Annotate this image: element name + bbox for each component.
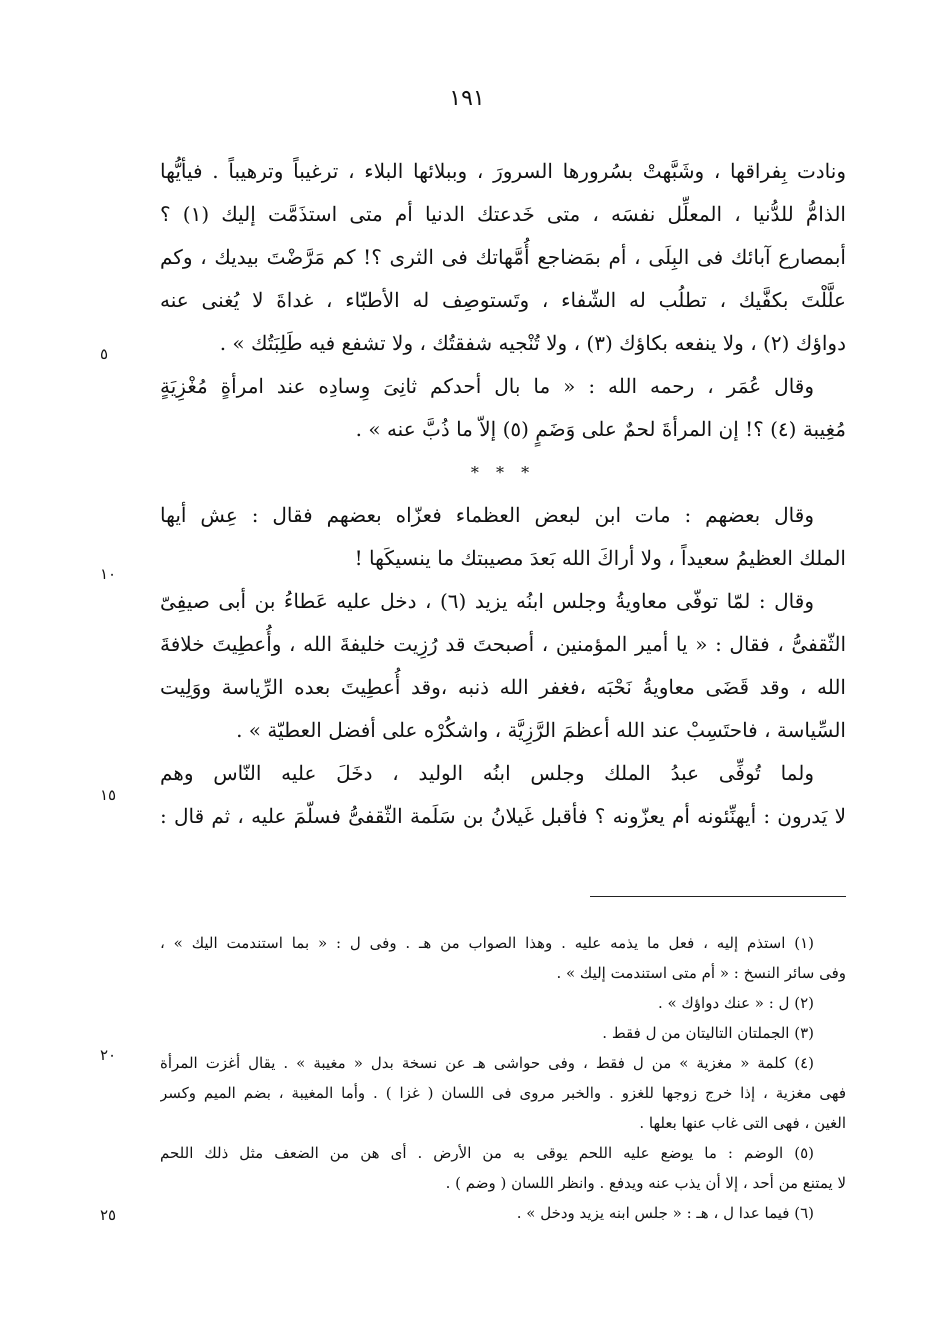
footnote-separator [590,896,846,897]
text-line: وقال عُمَر ، رحمه الله : « ما بال أحدكم ثانِىَ وِسادِه عند امرأةٍ مُغْزِيَةٍ [160,374,815,398]
text-line: علَّلْتَ بكفَّيك ، تطلُب له الشّفاء ، وتَستوصِف له الأطبّاء ، غداةَ لا يُغنى عنه [160,288,846,312]
text-line: وقال : لمّا توفّى معاويةُ وجلس ابنُه يزيد (٦) ، دخل عليه عَطاءُ بن أبى صيفِىّ [160,589,814,613]
line-number-15: ١٥ [100,786,117,804]
line-number-5: ٥ [100,345,109,363]
text-line: الذامُّ للدُّنيا ، المعلِّل نفسَه ، متى خَدعتك الدنيا أم متى استذَمَّت إليك (١) ؟ [160,202,846,226]
text-line: أبمصارع آبائك فى البِلَى ، أم بمَضاجع أُمَّهاتك فى الثرى ؟! كم مَرَّضْتَ بيديك ، وكم [160,245,846,269]
section-divider-stars: * * * [470,463,536,482]
footnote-line: وفى سائر النسخ : « أم متى استندمت إليك » . [556,964,846,982]
footnote-line: الغين ، فهى التى غاب عنها بعلها . [639,1114,846,1132]
text-line: مُغِيبة (٤) ؟! إن المرأةَ لحمٌ على وَضَمٍ (٥) إلاّ ما ذُبَّ عنه » . [355,417,846,441]
text-line: وقال بعضهم : مات ابن لبعض العظماء فعزّاه بعضهم فقال : عِش أيها [160,503,814,527]
footnote-line: (٥) الوضم : ما يوضع عليه اللحم يوقى به من الأرض . أى هن من الضعف مثل ذلك اللحم [160,1144,814,1162]
text-line: السِّياسة ، فاحتَسِبْ عند الله أعظمَ الرَّزِيَّة ، واشكُرْه على أفضل العطيّة » . [236,718,846,742]
footnote-line: (٢) ل : « عنك دواؤك » . [657,994,814,1012]
page-number: ١٩١ [449,86,485,111]
footnote-line: لا يمتنع من أحد ، إلا أن يذب عنه ويدفع . وانظر اللسان ( وضم ) . [445,1174,846,1192]
text-line: الله ، وقد قَضَى معاويةُ نَحْبَه ،فغفر الله ذنبه ،وقد أُعطِيتَ بعده الرِّياسة ووَلِيت [160,675,846,699]
footnote-line: (١) استذم إليه ، فعل ما يذمه عليه . وهذا الصواب من هـ . وفى ل : « بما استندمت اليك » ، [160,934,814,952]
footnote-line: (٤) كلمة « مغزية » من ل فقط ، وفى حواشى هـ عن نسخة بدل « مغيبة » . يقال أغزت المرأة [160,1054,814,1072]
footnote-line: (٣) الجملتان التاليتان من ل فقط . [602,1024,814,1042]
footnote-line: (٦) فيما عدا ل ، هـ : « جلس ابنه يزيد ودخل » . [516,1204,814,1222]
footnote-line: فهى مغزية ، إذا خرج زوجها للغزو . والخبر مروى فى اللسان ( غزا ) . وأما المغيبة ، بضم الميم وكسر [160,1084,846,1102]
text-line: لا يَدرون : أيهنِّئونه أم يعزّونه ؟ فأقبل غَيلانُ بن سَلَمة الثّقفىُّ فسلّمَ عليه ، ثم قال : [160,804,846,828]
text-line: ونادت بِفراقها ، وشَبَّهتْ بسُرورها السرورَ ، وببلائها البلاء ، ترغيباً وترهيباً . فيأيُّها [160,159,846,183]
line-number-25: ٢٥ [100,1206,117,1224]
text-line: ولما تُوفِّى عبدُ الملك وجلس ابنُه الوليد ، دخَلَ عليه النّاس وهم [160,761,814,785]
text-line: دواؤك (٢) ، ولا ينفعه بكاؤك (٣) ، ولا تُنْجيه شفقتُك ، ولا تشفع فيه طَلِبَتُك » . [219,331,846,355]
line-number-10: ١٠ [100,565,117,583]
footnotes [160,928,846,1228]
text-line: الملك العظيمُ سعيداً ، ولا أراكَ الله بَعدَ مصيبتك ما ينسيكَها ! [354,546,846,570]
text-line: الثّقفىُّ ، فقال : « يا أمير المؤمنين ، أصبحتَ قد رُزِيت خليفةَ الله ، وأُعطِيتَ خلافةَ [160,632,846,656]
line-number-20: ٢٠ [100,1046,117,1064]
main-text [160,150,846,838]
